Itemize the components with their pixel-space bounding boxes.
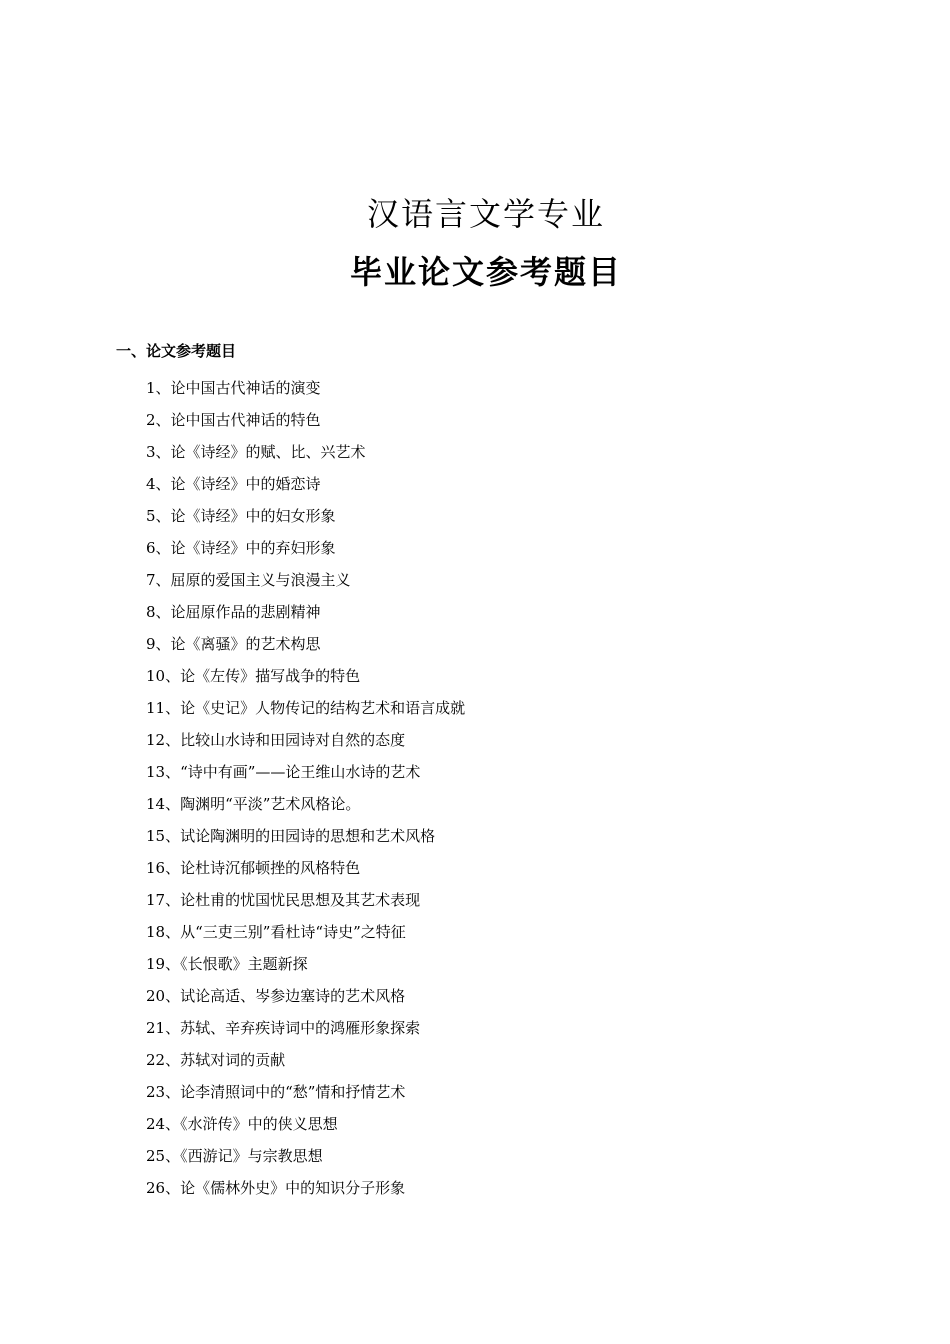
- topic-item: 21、苏轼、辛弃疾诗词中的鸿雁形象探索: [146, 1019, 421, 1037]
- topic-item: 5、论《诗经》中的妇女形象: [146, 507, 336, 525]
- topic-item: 18、从“三吏三别”看杜诗“诗史”之特征: [146, 923, 406, 941]
- section-heading: 一、论文参考题目: [116, 342, 237, 360]
- topic-list: [146, 372, 465, 1204]
- topic-item: 2、论中国古代神话的特色: [146, 411, 321, 429]
- topic-item: 19、《长恨歌》主题新探: [146, 955, 308, 973]
- topic-item: 12、比较山水诗和田园诗对自然的态度: [146, 731, 406, 749]
- topic-item: 16、论杜诗沉郁顿挫的风格特色: [146, 859, 361, 877]
- topic-item: 11、论《史记》人物传记的结构艺术和语言成就: [146, 699, 466, 717]
- topic-item: 10、论《左传》描写战争的特色: [146, 667, 361, 685]
- topic-item: 4、论《诗经》中的婚恋诗: [146, 475, 321, 493]
- topic-item: 17、论杜甫的忧国忧民思想及其艺术表现: [146, 891, 421, 909]
- topic-item: 20、试论高适、岑参边塞诗的艺术风格: [146, 987, 406, 1005]
- topic-item: 26、论《儒林外史》中的知识分子形象: [146, 1179, 406, 1197]
- topic-item: 9、论《离骚》的艺术构思: [146, 635, 321, 653]
- topic-item: 24、《水浒传》中的侠义思想: [146, 1115, 338, 1133]
- topic-item: 23、论李清照词中的“愁”情和抒情艺术: [146, 1083, 406, 1101]
- document-title-major: 汉语言文学专业: [366, 195, 605, 233]
- topic-item: 7、屈原的爱国主义与浪漫主义: [146, 571, 351, 589]
- topic-item: 8、论屈原作品的悲剧精神: [146, 603, 321, 621]
- title-block: [0, 190, 950, 296]
- document-title-main: 毕业论文参考题目: [349, 253, 622, 291]
- topic-item: 1、论中国古代神话的演变: [146, 379, 321, 397]
- topic-item: 25、《西游记》与宗教思想: [146, 1147, 323, 1165]
- topic-item: 15、试论陶渊明的田园诗的思想和艺术风格: [146, 827, 436, 845]
- topic-item: 22、苏轼对词的贡献: [146, 1051, 286, 1069]
- topic-item: 13、“诗中有画”——论王维山水诗的艺术: [146, 763, 421, 781]
- topic-item: 6、论《诗经》中的弃妇形象: [146, 539, 336, 557]
- topic-item: 14、陶渊明“平淡”艺术风格论。: [146, 795, 361, 813]
- topic-item: 3、论《诗经》的赋、比、兴艺术: [146, 443, 366, 461]
